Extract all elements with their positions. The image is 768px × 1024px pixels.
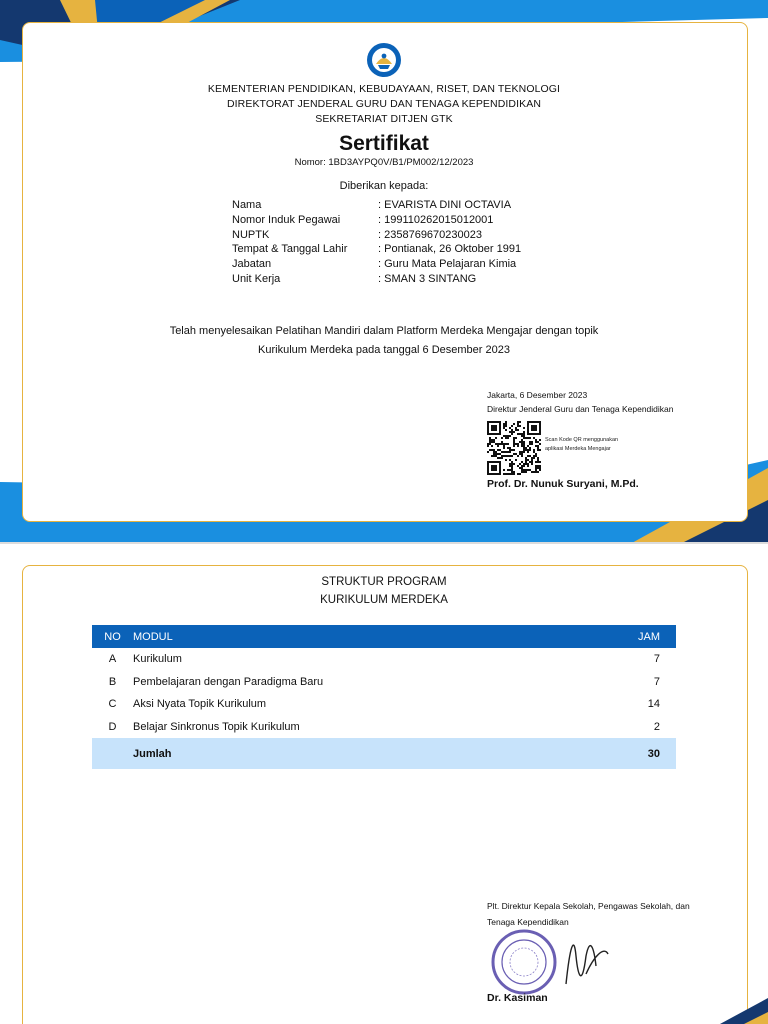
tut-wuri-handayani-logo bbox=[366, 42, 402, 78]
row-jam: 14 bbox=[647, 698, 660, 711]
structure-title-line: KURIKULUM MERDEKA bbox=[320, 594, 448, 606]
statement-line: Kurikulum Merdeka pada tanggal 6 Desember 2023 bbox=[258, 344, 510, 356]
place-date: Jakarta, 6 Desember 2023 bbox=[487, 390, 588, 400]
certificate-number: Nomor: 1BD3AYPQ0V/B1/PM002/12/2023 bbox=[294, 157, 474, 168]
row-modul: Pembelajaran dengan Paradigma Baru bbox=[133, 675, 324, 688]
table-row bbox=[92, 716, 676, 739]
info-value: : 2358769670230023 bbox=[378, 228, 482, 241]
info-value: : EVARISTA DINI OCTAVIA bbox=[378, 199, 512, 211]
info-value: : SMAN 3 SINTANG bbox=[378, 272, 477, 285]
qr-code bbox=[487, 421, 541, 475]
qr-note bbox=[545, 436, 618, 454]
signature-block bbox=[487, 388, 674, 416]
table-row bbox=[92, 671, 676, 694]
structure-title bbox=[0, 573, 768, 609]
qr-note-line: aplikasi Merdeka Mengajar bbox=[545, 446, 611, 452]
table-row bbox=[92, 648, 676, 671]
row-modul: Aksi Nyata Topik Kurikulum bbox=[133, 698, 267, 711]
info-row-position bbox=[232, 257, 521, 272]
info-row-nip bbox=[232, 213, 521, 228]
structure-signer-title: Tenaga Kependidikan bbox=[487, 917, 569, 927]
info-label: Unit Kerja bbox=[232, 272, 281, 285]
row-no: B bbox=[108, 675, 117, 688]
info-label: NUPTK bbox=[232, 228, 270, 241]
info-value: : Pontianak, 26 Oktober 1991 bbox=[378, 243, 522, 256]
qr-note-line: Scan Kode QR menggunakan bbox=[545, 437, 619, 443]
program-table bbox=[92, 625, 676, 769]
row-jam: 7 bbox=[653, 675, 660, 688]
official-stamp-signature bbox=[486, 926, 616, 996]
info-label: Jabatan bbox=[232, 258, 272, 271]
info-row-unit bbox=[232, 272, 521, 287]
row-no: A bbox=[108, 653, 117, 666]
header-jam: JAM bbox=[586, 625, 676, 648]
info-value: : 199110262015012001 bbox=[378, 213, 494, 226]
corner-decoration bbox=[700, 994, 768, 1024]
total-value: 30 bbox=[586, 738, 676, 769]
total-row bbox=[92, 738, 676, 769]
statement-line: Telah menyelesaikan Pelatihan Mandiri dalam Platform Merdeka Mengajar dengan topik bbox=[169, 325, 599, 337]
info-label: Nama bbox=[232, 199, 262, 211]
row-jam: 2 bbox=[653, 720, 660, 733]
table-header-row bbox=[92, 625, 676, 648]
row-no: D bbox=[108, 720, 117, 733]
given-to-label: Diberikan kepada: bbox=[339, 180, 429, 192]
structure-signer-title: Plt. Direktur Kepala Sekolah, Pengawas Sekolah, dan bbox=[487, 901, 690, 911]
info-row-birth bbox=[232, 242, 521, 257]
structure-signer-name: Dr. Kasiman bbox=[487, 992, 548, 1004]
directorate-name: DIREKTORAT JENDERAL GURU DAN TENAGA KEPENDIDIKAN bbox=[226, 98, 542, 110]
certificate-title: Sertifikat bbox=[339, 132, 429, 155]
ministry-name: KEMENTERIAN PENDIDIKAN, KEBUDAYAAN, RISET, DAN TEKNOLOGI bbox=[207, 83, 561, 95]
row-modul: Belajar Sinkronus Topik Kurikulum bbox=[133, 720, 300, 733]
signer-title: Direktur Jenderal Guru dan Tenaga Kependidikan bbox=[487, 404, 674, 414]
info-row-nuptk bbox=[232, 228, 521, 243]
header-no: NO bbox=[92, 625, 133, 648]
row-modul: Kurikulum bbox=[133, 653, 182, 666]
info-label: Tempat & Tanggal Lahir bbox=[232, 243, 348, 256]
structure-title-line: STRUKTUR PROGRAM bbox=[321, 576, 447, 588]
signer-name: Prof. Dr. Nunuk Suryani, M.Pd. bbox=[487, 478, 639, 490]
recipient-info bbox=[232, 198, 521, 287]
info-label: Nomor Induk Pegawai bbox=[232, 213, 341, 226]
row-no: C bbox=[108, 698, 117, 711]
total-label: Jumlah bbox=[133, 738, 586, 769]
info-value: : Guru Mata Pelajaran Kimia bbox=[378, 258, 517, 271]
table-row bbox=[92, 693, 676, 716]
info-row-name bbox=[232, 198, 521, 213]
header-modul: MODUL bbox=[133, 625, 586, 648]
row-jam: 7 bbox=[653, 653, 660, 666]
program-structure-page bbox=[0, 544, 768, 1024]
secretariat-name: SEKRETARIAT DITJEN GTK bbox=[315, 113, 453, 125]
ministry-header bbox=[0, 82, 768, 127]
completion-statement bbox=[0, 322, 768, 360]
